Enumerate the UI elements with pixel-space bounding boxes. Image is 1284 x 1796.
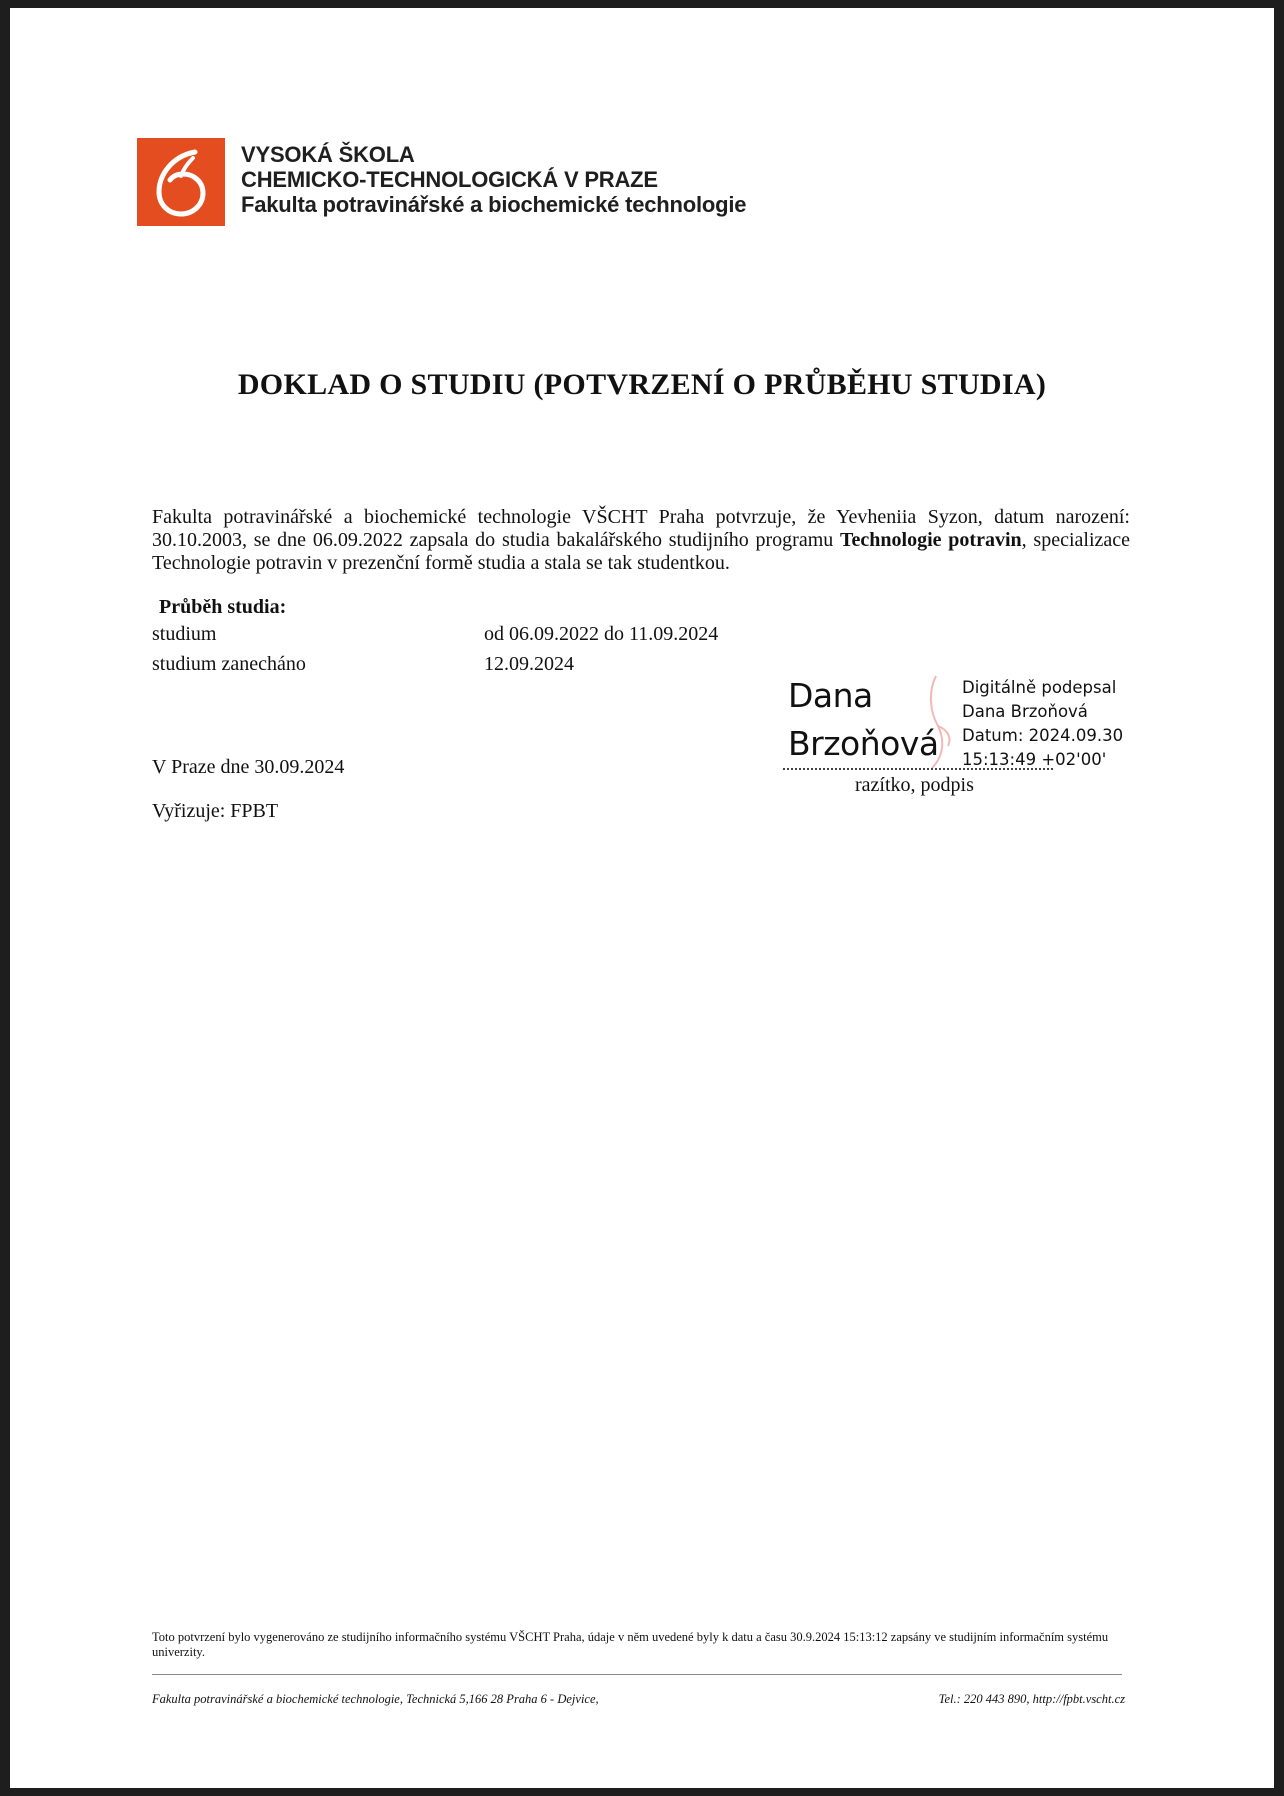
generation-note: Toto potvrzení bylo vygenerováno ze studijního informačního systému VŠCHT Praha, údaje v něm uvedené byly k datu a času 30.9.2024 15:13:12 zapsány ve studijním informačním systému univerzity. [152,1630,1109,1659]
progress-row-label: studium zanecháno [152,653,306,675]
logo-line-1: VYSOKÁ ŠKOLA [241,142,415,167]
progress-row-label: studium [152,623,217,645]
signature-detail-line: Digitálně podepsal [962,678,1117,697]
progress-row-value: od 06.09.2022 do 11.09.2024 [484,623,719,645]
program-name: Technologie potravin [840,529,1022,551]
footer-divider [152,1674,1122,1675]
paragraph-text-2: , specializace Technologie potravin v prezenční formě studia a stala se tak studentkou. [152,529,1131,574]
handled-by: Vyřizuje: FPBT [152,800,279,822]
logo-line-3: Fakulta potravinářské a biochemické technologie [241,192,747,217]
footer-contact: Tel.: 220 443 890, http://fpbt.vscht.cz [938,1692,1125,1706]
footer-address: Fakulta potravinářské a biochemické technologie, Technická 5,166 28 Praha 6 - Dejvice, [152,1692,599,1706]
confirmation-paragraph [152,506,1130,575]
university-name [241,142,746,217]
paragraph-text-1: Fakulta potravinářské a biochemické technologie VŠCHT Praha potvrzuje, že Yevheniia Syzon, datum narození: 30.10.2003, se dne 06.09.2022 zapsala do studia bakalářského studijního programu [152,506,1130,551]
signature-detail-line: Datum: 2024.09.30 [962,726,1124,745]
signature-detail-line: Dana Brzoňová [962,702,1088,721]
university-logo [137,138,225,226]
signature-caption: razítko, podpis [855,774,974,796]
progress-heading: Průběh studia: [159,596,287,618]
progress-row-value: 12.09.2024 [484,653,574,675]
document-page [10,8,1274,1788]
document-title: DOKLAD O STUDIU (POTVRZENÍ O PRŮBĚHU STUDIA) [237,368,1047,401]
signature-detail-line: 15:13:49 +02'00' [962,750,1107,769]
digital-signature-details [962,676,1123,772]
signer-first-name: Dana [788,676,873,715]
signature-line [783,768,1053,770]
signer-last-name: Brzoňová [788,724,939,763]
place-and-date: V Praze dne 30.09.2024 [152,756,345,778]
drop-logo-icon [137,138,225,226]
logo-line-2: CHEMICKO-TECHNOLOGICKÁ V PRAZE [241,167,658,192]
